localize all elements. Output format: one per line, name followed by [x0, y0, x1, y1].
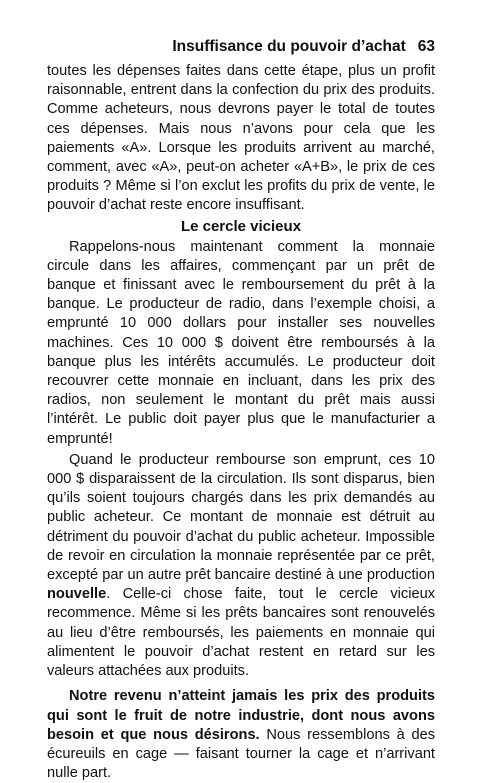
page-number: 63 — [417, 38, 435, 55]
book-page — [47, 38, 435, 783]
paragraph-text: Quand le producteur rembourse son emprunt, ces 10 000 $ disparaissent de la circulation. Ils sont disparus, bien qu’ils soient toujours chargés dans les prix demandés au public acheteur. Ce montant de monnaie est détruit au détriment du pouvoir d’achat du public acheteur. Impossible de revoir en circulation la monnaie représentée par ce prêt, excepté par un autre prêt bancaire destiné à une production — [47, 451, 435, 584]
paragraph-text: Nous ressemblons à des écureuils en cage — faisant tourner la cage et n’arrivant nulle part. — [47, 726, 435, 782]
paragraph-text: . Celle-ci chose faite, tout le cercle vicieux recommence. Même si les prêts bancaires sont renouvelés au lieu d’être remboursés, les paiements en monnaie qui alimentent le pouvoir d’achat restent en retard sur les valeurs attachées aux produits. — [47, 586, 435, 680]
emphasis-text: Notre revenu n’atteint jamais les prix des produits qui sont le fruit de notre industrie, dont nous avons besoin et que nous désirons. — [47, 688, 435, 743]
emphasis-text: nouvelle — [47, 586, 107, 603]
paragraph-loan-repayment — [47, 451, 435, 681]
section-heading: Le cercle vicieux — [180, 217, 302, 235]
running-title: Insuffisance du pouvoir d’achat — [172, 38, 406, 55]
paragraph-money-circulation: Rappelons-nous maintenant comment la monnaie circule dans les affaires, commençant par un prêt de banque et finissant avec le remboursement du prêt à la banque. Le producteur de radio, dans l’exemple choisi, a emprunté 10 000 dollars pour installer ses nouvelles machines. Ces 10 000 $ doivent être remboursés à la banque plus les intérêts accumulés. Le producteur doit recouvrer cette monnaie en incluant, dans les prix des radios, non seulement le montant du prêt mais aussi l’intérêt. Le public doit payer plus que le manufacturier a emprunté! — [47, 238, 435, 447]
paragraph-conclusion — [47, 687, 435, 783]
running-header — [47, 38, 435, 56]
paragraph-continued: toutes les dépenses faites dans cette étape, plus un profit raisonnable, entrent dans la confection du prix des produits. Comme acheteurs, nous devrons payer le total de toutes ces dépenses. Mais nous n’avons pour cela que les paiements «A». Lorsque les produits arrivent au marché, comment, avec «A», peut-on acheter «A+B», le prix de ces produits ? Même si l’on exclut les profits du prix de vente, le pouvoir d’achat reste encore insuffisant. — [47, 63, 435, 214]
